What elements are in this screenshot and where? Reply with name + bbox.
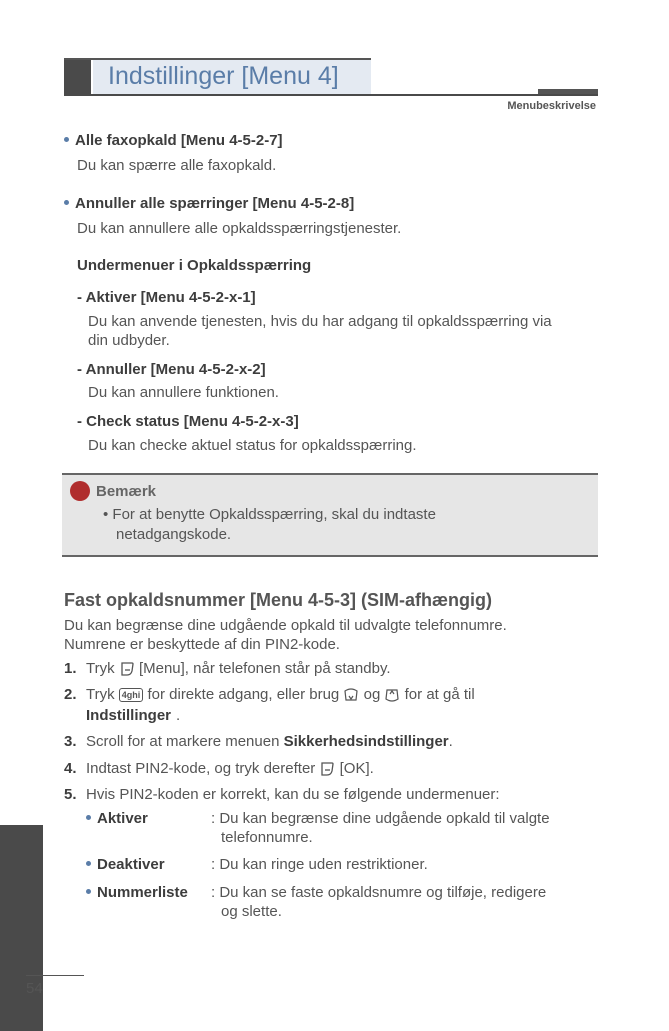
option-aktiver-line2: telefonnumre. — [221, 829, 313, 846]
bullet-icon — [86, 861, 91, 866]
page-title: Indstillinger [Menu 4] — [108, 62, 339, 90]
side-tab-bar — [0, 825, 43, 1031]
step-1 — [64, 660, 391, 677]
note-title: Bemærk — [96, 483, 157, 500]
option-nummerliste-name: Nummerliste — [86, 884, 188, 901]
intro-line2: Numrene er beskyttede af din PIN2-kode. — [64, 636, 340, 653]
step-4-text-b: [OK]. — [339, 760, 374, 777]
submenu-check-line1: Du kan checke aktuel status for opkaldsspærring. — [88, 437, 417, 454]
note-icon — [70, 481, 90, 501]
nav-down-icon — [343, 687, 359, 703]
step-3: 3. Scroll for at markere menuen Sikkerhedsindstillinger. — [64, 733, 453, 750]
option-deaktiver-line1: : Du kan ringe uden restriktioner. — [211, 856, 428, 873]
intro-line1: Du kan begrænse dine udgående opkald til udvalgte telefonnumre. — [64, 617, 507, 634]
step-2-text-d: for at gå til — [404, 686, 475, 703]
submenu-check-title: - Check status [Menu 4-5-2-x-3] — [77, 413, 299, 430]
step-2-number: 2. — [64, 686, 77, 703]
option-nummerliste-line1: : Du kan se faste opkaldsnumre og tilføje, redigere — [211, 884, 547, 901]
left-softkey-icon — [319, 761, 335, 777]
header-rule — [64, 94, 598, 96]
option-aktiver-name: Aktiver — [86, 810, 148, 827]
step-2-period: . — [176, 707, 181, 724]
item-text-faxopkald: Du kan spærre alle faxopkald. — [77, 157, 277, 174]
header-tab — [538, 89, 598, 94]
step-4-number: 4. — [64, 760, 77, 777]
note-line1: • For at benytte Opkaldsspærring, skal du indtaste — [103, 506, 436, 523]
submenu-aktiver-title: - Aktiver [Menu 4-5-2-x-1] — [77, 289, 256, 306]
submenu-annuller-line1: Du kan annullere funktionen. — [88, 384, 279, 401]
bullet-icon — [64, 200, 69, 205]
note-line2: netadgangskode. — [116, 526, 232, 543]
bullet-icon — [64, 137, 69, 142]
step-1-text-a: Tryk — [86, 660, 115, 677]
page-number: 54 — [26, 980, 43, 997]
bullet-icon — [86, 815, 91, 820]
submenu-heading: Undermenuer i Opkaldsspærring — [77, 257, 312, 274]
key-4-icon: 4ghi — [119, 688, 144, 702]
nav-up-icon — [384, 687, 400, 703]
section-title: Fast opkaldsnummer [Menu 4-5-3] (SIM-afhængig) — [64, 590, 493, 610]
submenu-annuller-title: - Annuller [Menu 4-5-2-x-2] — [77, 361, 266, 378]
item-title-faxopkald: Alle faxopkald [Menu 4-5-2-7] — [64, 132, 283, 149]
submenu-aktiver-line1: Du kan anvende tjenesten, hvis du har adgang til opkaldsspærring via — [88, 313, 552, 330]
left-softkey-icon — [119, 661, 135, 677]
option-aktiver-line1: : Du kan begrænse dine udgående opkald til valgte — [211, 810, 550, 827]
step-3-bold-menu: Sikkerhedsindstillinger — [283, 733, 449, 750]
step-3-number: 3. — [64, 733, 77, 750]
submenu-aktiver-line2: din udbyder. — [88, 332, 170, 349]
step-5 — [64, 786, 500, 803]
item-text-annuller-alle: Du kan annullere alle opkaldsspærringstjenester. — [77, 220, 402, 237]
step-1-text-b: [Menu], når telefonen står på standby. — [138, 660, 391, 677]
step-2 — [64, 686, 475, 703]
step-2-text-b: for direkte adgang, eller brug — [147, 686, 340, 703]
step-2-text-a: Tryk — [86, 686, 115, 703]
step-2-bold-target: Indstillinger — [86, 707, 172, 724]
item-title-annuller-alle: Annuller alle spærringer [Menu 4-5-2-8] — [64, 195, 354, 212]
page-number-line — [26, 975, 84, 976]
header-square — [64, 60, 91, 94]
step-5-number: 5. — [64, 786, 77, 803]
step-4 — [64, 760, 374, 777]
step-2-text-c: og — [363, 686, 381, 703]
step-4-text-a: Indtast PIN2-kode, og tryk derefter — [86, 760, 316, 777]
step-3-text-a: Scroll for at markere menuen — [86, 733, 280, 750]
page-subtitle: Menubeskrivelse — [507, 100, 596, 112]
bullet-icon — [86, 889, 91, 894]
option-deaktiver-name: Deaktiver — [86, 856, 165, 873]
step-1-number: 1. — [64, 660, 77, 677]
option-nummerliste-line2: og slette. — [221, 903, 282, 920]
step-5-text: Hvis PIN2-koden er korrekt, kan du se følgende undermenuer: — [86, 786, 500, 803]
